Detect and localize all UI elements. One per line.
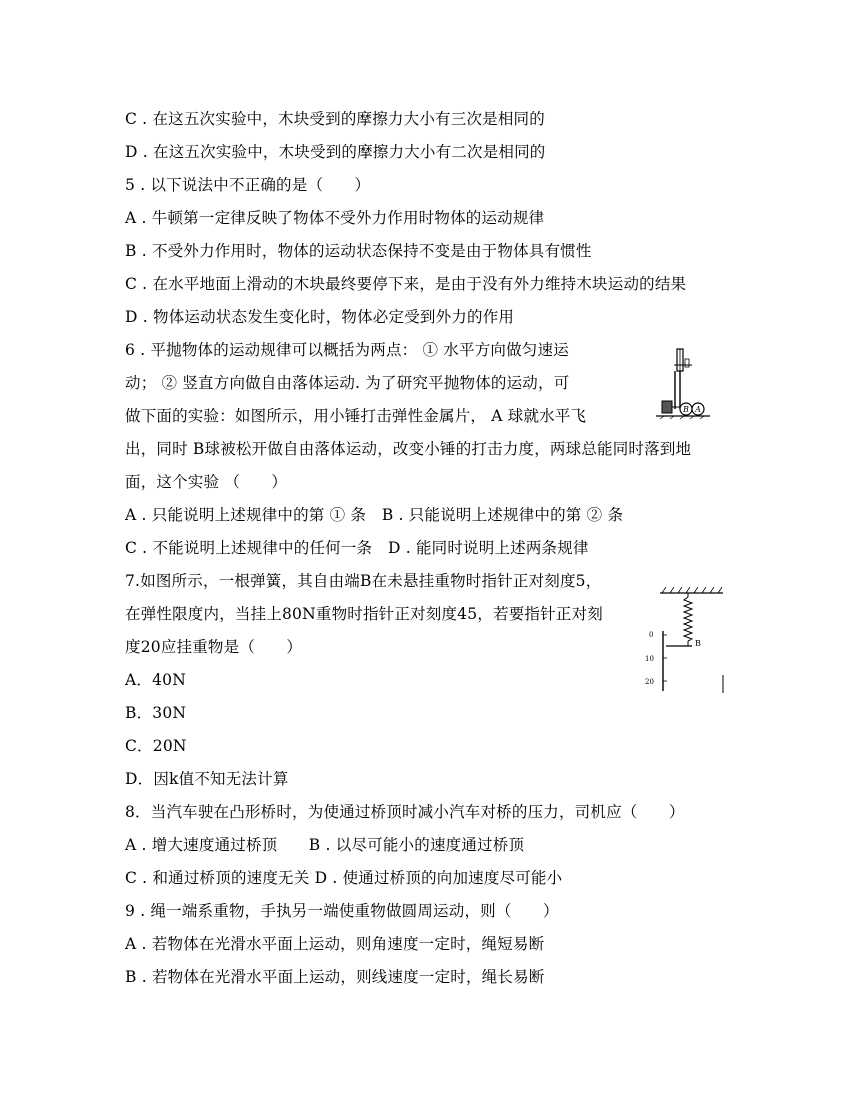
text-line: A . 增大速度通过桥顶 B . 以尽可能小的速度通过桥顶 — [125, 836, 525, 854]
text-line: B . 不受外力作用时，物体的运动状态保持不变是由于物体具有惯性 — [125, 242, 592, 260]
text-line: A . 只能说明上述规律中的第 ① 条 B . 只能说明上述规律中的第 ② 条 — [125, 506, 624, 524]
text-line: A．40N — [125, 671, 186, 689]
text-line: B . 若物体在光滑水平面上运动，则线速度一定时，绳长易断 — [125, 968, 545, 986]
projectile-apparatus-figure — [652, 345, 714, 420]
pointer-label: B — [695, 639, 701, 648]
text-line: 9 . 绳一端系重物，手执另一端使重物做圆周运动，则（ ） — [125, 902, 559, 920]
text-line: D . 物体运动状态发生变化时，物体必定受到外力的作用 — [125, 308, 515, 326]
text-line: A . 牛顿第一定律反映了物体不受外力作用时物体的运动规律 — [125, 209, 545, 227]
text-line: 面，这个实验 （ ） — [125, 473, 288, 491]
text-line: C . 在水平地面上滑动的木块最终要停下来，是由于没有外力维持木块运动的结果 — [125, 275, 687, 293]
text-line: 在弹性限度内，当挂上80N重物时指针正对刻度45，若要指针正对刻 — [125, 605, 603, 623]
ball-b-label: B — [683, 405, 689, 414]
text-line: 度20应挂重物是（ ） — [125, 638, 303, 656]
text-line: B．30N — [125, 704, 187, 722]
text-line: C . 不能说明上述规律中的任何一条 D . 能同时说明上述两条规律 — [125, 539, 589, 557]
text-line: 8．当汽车驶在凸形桥时，为使通过桥顶时减小汽车对桥的压力，司机应（ ） — [125, 803, 685, 821]
text-line: 5 . 以下说法中不正确的是（ ） — [125, 176, 371, 194]
text-line: 出，同时 B球被松开做自由落体运动，改变小锤的打击力度，两球总能同时落到地 — [125, 440, 692, 458]
tick-label-0: 0 — [649, 631, 654, 639]
tick-label-10: 10 — [645, 655, 654, 663]
text-line: 动； ② 竖直方向做自由落体运动. 为了研究平抛物体的运动，可 — [125, 374, 570, 392]
text-line: D . 在这五次实验中，木块受到的摩擦力大小有二次是相同的 — [125, 143, 546, 161]
text-line: C . 在这五次实验中，木块受到的摩擦力大小有三次是相同的 — [125, 110, 545, 128]
spring-scale-figure — [640, 583, 730, 695]
text-line: C . 和通过桥顶的速度无关 D . 使通过桥顶的向加速度尽可能小 — [125, 869, 563, 887]
ball-a-label: A — [695, 405, 701, 414]
tick-label-20: 20 — [645, 678, 654, 686]
text-line: C．20N — [125, 737, 187, 755]
text-line: D．因k值不知无法计算 — [125, 770, 289, 788]
text-line: 做下面的实验：如图所示，用小锤打击弹性金属片， A 球就水平飞 — [125, 407, 587, 425]
text-line: 6 . 平抛物体的运动规律可以概括为两点： ① 水平方向做匀速运 — [125, 341, 569, 359]
text-line: A . 若物体在光滑水平面上运动，则角速度一定时，绳短易断 — [125, 935, 545, 953]
text-line: 7.如图所示，一根弹簧，其自由端B在未悬挂重物时指针正对刻度5， — [125, 572, 602, 590]
